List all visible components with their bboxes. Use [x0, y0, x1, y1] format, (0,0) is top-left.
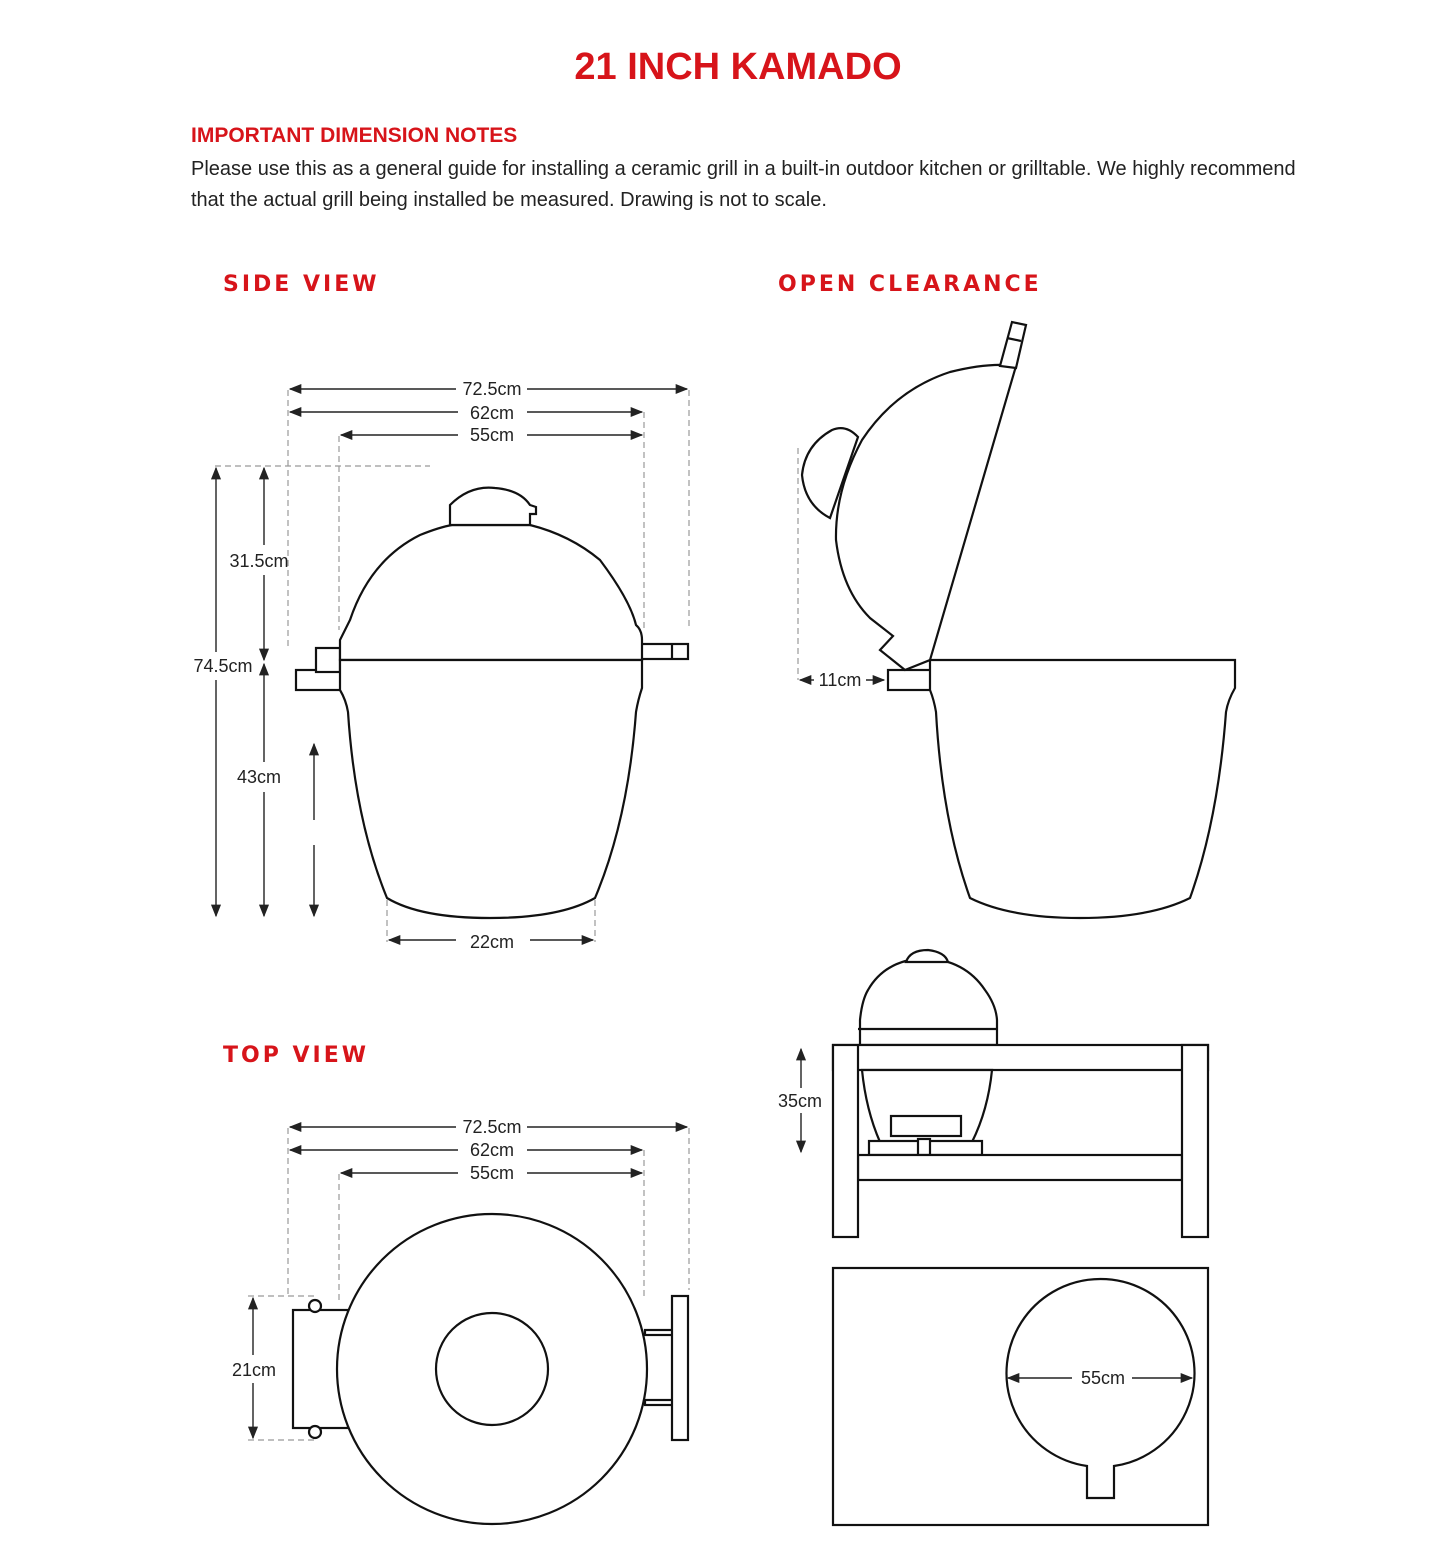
cutout-diameter-label: 55cm [1080, 1368, 1126, 1388]
open-clearance-drawing [798, 322, 1235, 918]
page-title: 21 INCH KAMADO [574, 46, 902, 88]
side-body-width-label: 55cm [469, 425, 515, 445]
foot-width-label: 22cm [469, 932, 515, 952]
base-height-label: 43cm [236, 767, 282, 787]
top-overall-width-label: 72.5cm [462, 1117, 522, 1137]
side-view-heading: SIDE VIEW [223, 272, 380, 297]
table-cutout-drawing [833, 1268, 1208, 1525]
inset-depth-label: 35cm [777, 1091, 823, 1111]
total-height-label: 74.5cm [193, 656, 253, 676]
hinge-width-label: 21cm [231, 1360, 277, 1380]
notes-heading: IMPORTANT DIMENSION NOTES [191, 124, 518, 147]
rear-clearance-label: 11cm [818, 670, 862, 690]
notes-text: Please use this as a general guide for installing a ceramic grill in a built-in outdoor kitchen or grilltable. We highly recommend that the actual grill being installed be measured. Drawing is not to scale. [191, 158, 1296, 211]
side-body-hinge-width-label: 62cm [469, 403, 515, 423]
open-clearance-heading: OPEN CLEARANCE [778, 272, 1042, 297]
top-body-width-label: 55cm [469, 1163, 515, 1183]
top-view-heading: TOP VIEW [223, 1043, 369, 1068]
side-view-drawing [215, 389, 689, 942]
top-view-drawing [248, 1127, 689, 1524]
top-body-hinge-width-label: 62cm [469, 1140, 515, 1160]
lid-height-label: 31.5cm [229, 551, 289, 571]
side-overall-width-label: 72.5cm [462, 379, 522, 399]
table-side-drawing [801, 950, 1208, 1237]
